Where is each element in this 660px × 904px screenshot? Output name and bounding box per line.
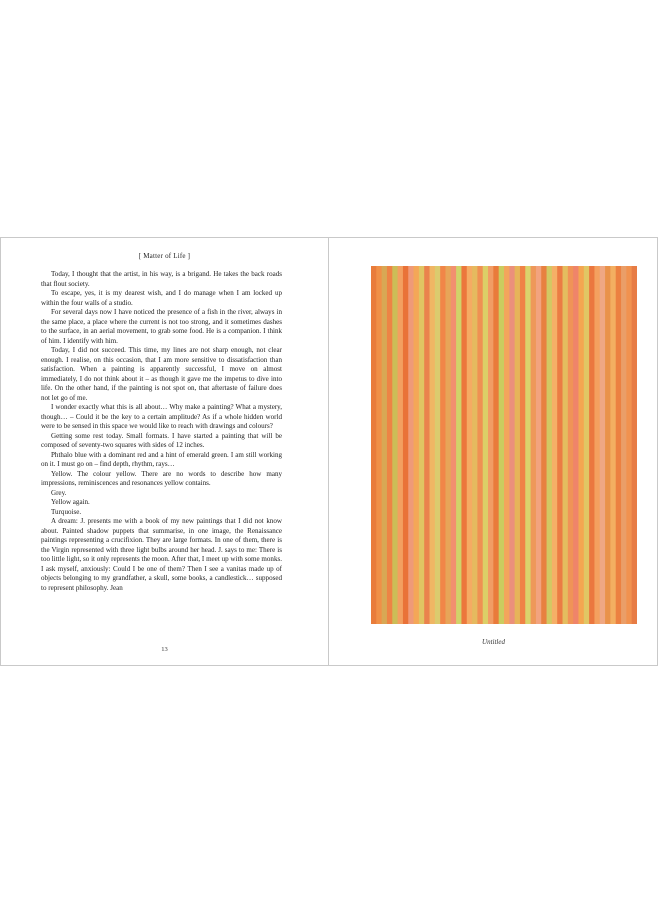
book-spread	[0, 237, 658, 666]
paragraph: Turquoise.	[51, 507, 82, 516]
artwork-caption: Untitled	[482, 638, 505, 646]
paragraph: Today, I did not succeed. This time, my lines are not sharp enough, not clear enough. I realise, on this occasion, that I am more sensitive to dissatisfaction than satisfaction. When a painting is apparently successful, I move on almost immediately, I do not think about it – as though it gave me the impetus to dive into life. On the other hand, if the painting is not spot on, that aftertaste of failure does not let go of me.	[41, 346, 282, 402]
paint-sheen	[371, 266, 637, 624]
paragraph: Yellow again.	[51, 498, 90, 506]
paragraph: Grey.	[51, 488, 67, 497]
paragraph: I wonder exactly what this is all about… Why make a painting? What a mystery, though… – Could it be the key to a certain amplitude? As if a whole hidden world were to be sensed in this space we would like to reach with drawings and colours?	[41, 403, 282, 430]
paragraph: For several days now I have noticed the presence of a fish in the river, always in the same place, a place where the current is not too strong, and it sometimes dashes to the surface, in an aerial movement, to grab some food. He is a companion. I think of him. I identify with him.	[41, 308, 282, 345]
paragraph: Phthalo blue with a dominant red and a hint of emerald green. I am still working on it. I must go on – find depth, rhythm, rays…	[41, 450, 282, 468]
running-head: [ Matter of Life ]	[138, 252, 191, 260]
paragraph: Yellow. The colour yellow. There are no words to describe how many impressions, reminiscences and resonances yellow contains.	[41, 469, 282, 487]
body-text	[41, 270, 282, 593]
left-page	[1, 238, 329, 665]
right-page	[329, 238, 658, 665]
page-number: 13	[161, 646, 168, 653]
paragraph: Getting some rest today. Small formats. I have started a painting that will be composed of seventy-two squares with sides of 12 inches.	[41, 431, 282, 449]
stripe-painting	[371, 266, 637, 624]
paragraph: A dream: J. presents me with a book of my new paintings that I did not know about. Painted shadow puppets that summarise, in one image, the Renaissance paintings representing a crucifixion. They are large formats. In one of them, there is the Virgin represented with three light bulbs around her head. J. says to me: There is too little light, so it only represents the moon. After that, I meet up with some monks. I ask myself, anxiously: Could I be one of them? Then I see a vanitas made up of objects belonging to my grandfather, a skull, some books, a candlestick… supposed to represent philosophy. Jean	[41, 517, 282, 592]
paragraph: Today, I thought that the artist, in his way, is a brigand. He takes the back roads that flout society.	[41, 270, 282, 288]
paragraph: To escape, yes, it is my dearest wish, and I do manage when I am locked up within the four walls of a studio.	[41, 289, 282, 307]
